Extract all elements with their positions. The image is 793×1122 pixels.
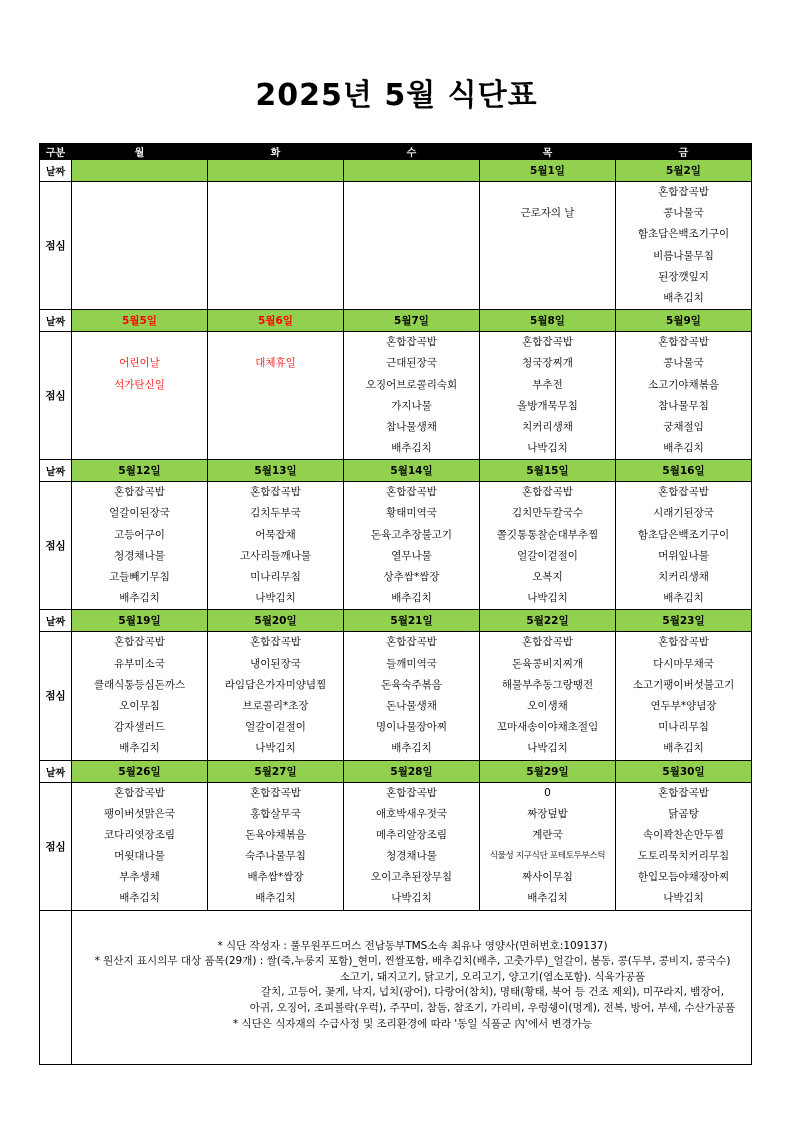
date-cell: 5월1일 [480, 160, 616, 182]
meal-cell [208, 782, 344, 910]
menu-item: 얼갈이겉절이 [245, 721, 306, 734]
header-day: 화 [208, 144, 344, 160]
menu-item: 참나물생채 [386, 420, 437, 433]
menu-item: 나박김치 [255, 592, 296, 605]
menu-item: 클래식통등심돈까스 [93, 678, 186, 691]
note-line: 소고기, 돼지고기, 닭고기, 오리고기, 양고기(염소포함). 식육가공품 [339, 970, 646, 983]
menu-item: 팽이버섯맑은국 [103, 807, 175, 820]
date-cell: 5월13일 [208, 460, 344, 482]
menu-item: 얼갈이겉절이 [517, 549, 578, 562]
meal-cell [480, 632, 616, 760]
menu-item: 혼합잡곡밥 [114, 636, 165, 649]
meal-cell [72, 482, 208, 610]
menu-item: 된장깻잎지 [658, 270, 709, 283]
menu-item: 다시마무채국 [653, 657, 714, 670]
menu-item: 콩나물국 [663, 207, 704, 220]
menu-item: 돈육고추장불고기 [370, 528, 453, 541]
menu-item: 배추김치 [119, 892, 160, 905]
notes-cell [72, 910, 752, 1064]
header-day: 목 [480, 144, 616, 160]
menu-item: 근로자의 날 [520, 207, 575, 220]
meal-cell [616, 632, 752, 760]
menu-item: 나박김치 [663, 892, 704, 905]
menu-item: 소고기팽이버섯불고기 [632, 678, 735, 691]
menu-item: 김치만두칼국수 [511, 507, 583, 520]
menu-item: 배추김치 [391, 442, 432, 455]
date-cell: 5월28일 [344, 760, 480, 782]
menu-item: 청경채나물 [114, 549, 165, 562]
menu-item: 오복지 [532, 571, 563, 583]
menu-item: 배추김치 [391, 742, 432, 755]
meal-row [40, 482, 752, 610]
menu-item: 열무나물 [391, 549, 432, 562]
note-line: 갈치, 고등어, 꽃게, 낙지, 넙치(광어), 다랑어(참치), 명태(황태, 북어 등 건조 제외), 미꾸라지, 뱀장어, [260, 986, 725, 999]
menu-item: 부추전 [532, 378, 563, 391]
menu-item: 부추생채 [119, 871, 160, 884]
date-cell: 5월23일 [616, 610, 752, 632]
meal-cell [616, 332, 752, 460]
date-label: 날짜 [40, 160, 72, 182]
menu-item: 혼합잡곡밥 [522, 636, 573, 649]
menu-item: 석가탄신일 [114, 378, 165, 391]
menu-item: 혼합잡곡밥 [386, 636, 437, 649]
meal-row [40, 332, 752, 460]
date-label: 날짜 [40, 610, 72, 632]
menu-item: 배추김치 [663, 742, 704, 755]
meal-cell [344, 632, 480, 760]
menu-item: 함초담은백조기구이 [637, 528, 730, 541]
menu-item: 혼합잡곡밥 [250, 486, 301, 499]
date-row [40, 310, 752, 332]
menu-item: 나박김치 [527, 442, 568, 455]
notes-label-cell [40, 910, 72, 1064]
menu-item: 배추김치 [663, 442, 704, 455]
meal-cell [208, 482, 344, 610]
date-label: 날짜 [40, 760, 72, 782]
lunch-label: 점심 [40, 332, 72, 460]
meal-cell [480, 332, 616, 460]
menu-item: 미나리무침 [250, 571, 301, 583]
date-row [40, 160, 752, 182]
header-day: 수 [344, 144, 480, 160]
date-row [40, 610, 752, 632]
menu-item: 혼합잡곡밥 [250, 786, 301, 799]
menu-item: 고등어구이 [114, 528, 165, 541]
menu-item: 브로콜리*초장 [242, 699, 309, 712]
menu-item: 어린이날 [119, 357, 160, 370]
date-cell: 5월8일 [480, 310, 616, 332]
menu-item: 함초담은백조기구이 [637, 228, 730, 241]
meal-cell [480, 182, 616, 310]
menu-item: 오이고추된장무침 [370, 871, 453, 884]
menu-item: 올방개묵무침 [517, 399, 578, 412]
menu-item: 들깨미역국 [386, 657, 437, 670]
menu-item: 라임담은가자미양념찜 [224, 678, 327, 691]
meal-cell [480, 482, 616, 610]
lunch-label: 점심 [40, 482, 72, 610]
menu-item: 오징어브로콜리숙회 [365, 378, 458, 391]
menu-item: 돈육야채볶음 [245, 828, 306, 841]
menu-item: 숙주나물무침 [245, 850, 306, 863]
menu-item: 치커리생채 [522, 420, 573, 433]
menu-item: 도토리묵치커리무침 [637, 850, 730, 863]
menu-item: 대체휴일 [255, 357, 296, 370]
menu-item: 혼합잡곡밥 [386, 786, 437, 799]
menu-item: 혼합잡곡밥 [658, 786, 709, 799]
menu-item: 혼합잡곡밥 [522, 336, 573, 349]
date-cell [208, 160, 344, 182]
menu-item: 고들빼기무침 [109, 571, 170, 583]
note-line: * 식단 작성자 : 풀무원푸드머스 전남동부TMS소속 최유나 영양사(면허번호:109137) [217, 939, 608, 952]
menu-item: 짜사이무침 [522, 871, 573, 884]
menu-item: 콩나물국 [663, 357, 704, 370]
date-row [40, 760, 752, 782]
date-cell: 5월6일 [208, 310, 344, 332]
meal-cell [72, 182, 208, 310]
header-day: 월 [72, 144, 208, 160]
menu-item [208, 332, 343, 353]
menu-item: 계란국 [532, 828, 563, 841]
meal-cell [480, 782, 616, 910]
menu-item: 시래기된장국 [653, 507, 714, 520]
meal-cell [208, 182, 344, 310]
menu-item: 황태미역국 [386, 507, 437, 520]
menu-item: 나박김치 [391, 892, 432, 905]
menu-item: 나박김치 [255, 742, 296, 755]
meal-cell [616, 782, 752, 910]
menu-item: 고사리들깨나물 [239, 549, 311, 562]
lunch-label: 점심 [40, 182, 72, 310]
date-cell: 5월15일 [480, 460, 616, 482]
menu-item: 혼합잡곡밥 [386, 336, 437, 349]
menu-item: 속이꽉찬손만두찜 [642, 828, 725, 841]
menu-table [39, 143, 752, 1065]
date-cell: 5월9일 [616, 310, 752, 332]
menu-item: 치커리생채 [658, 571, 709, 583]
menu-item: 배추쌈*쌈장 [247, 871, 304, 884]
date-cell: 5월22일 [480, 610, 616, 632]
menu-item: 청국장찌개 [522, 357, 573, 370]
menu-item: 애호박새우젓국 [375, 807, 447, 820]
menu-item: 식물성 지구식단 포테토두부스틱 [489, 851, 606, 862]
meal-row [40, 632, 752, 760]
meal-cell [344, 482, 480, 610]
lunch-label: 점심 [40, 782, 72, 910]
menu-item: 혼합잡곡밥 [658, 186, 709, 198]
meal-cell [616, 182, 752, 310]
menu-item: 나박김치 [527, 592, 568, 605]
menu-item: 상추쌈*쌈장 [383, 571, 440, 583]
date-cell: 5월20일 [208, 610, 344, 632]
menu-item: 혼합잡곡밥 [658, 636, 709, 649]
menu-item: 한입모듬야채장아찌 [637, 871, 730, 884]
menu-item: 김치두부국 [250, 507, 301, 520]
note-line: * 원산지 표시의무 대상 품목(29개) : 쌀(죽,누룽지 포함)_현미, 찐쌀포함, 배추김치(배추, 고춧가루)_얼갈이, 봄동, 콩(두부, 콩비지, 콩국수) [94, 955, 731, 968]
meal-cell [344, 782, 480, 910]
date-cell: 5월12일 [72, 460, 208, 482]
menu-item: 배추김치 [255, 892, 296, 905]
menu-item: 혼합잡곡밥 [250, 636, 301, 649]
menu-item: 연두부*양념장 [650, 699, 717, 712]
menu-item: 비름나물무침 [653, 249, 714, 262]
menu-item: 오이생채 [527, 699, 568, 712]
date-cell: 5월21일 [344, 610, 480, 632]
notes-row [40, 910, 752, 1064]
menu-item: 돈육콩비지찌개 [511, 657, 583, 670]
menu-item: 닭곰탕 [668, 807, 699, 820]
menu-item: 궁채절임 [663, 420, 704, 433]
menu-item: 미나리무침 [658, 721, 709, 734]
menu-item: 참나물무침 [658, 399, 709, 412]
menu-item: 명이나물장아찌 [375, 721, 447, 734]
date-cell [72, 160, 208, 182]
date-label: 날짜 [40, 460, 72, 482]
menu-item: 어묵잡채 [255, 528, 296, 541]
menu-item: 혼합잡곡밥 [658, 336, 709, 349]
date-cell: 5월27일 [208, 760, 344, 782]
menu-item: 소고기야채볶음 [647, 378, 719, 391]
menu-item: 홍합살무국 [250, 807, 301, 820]
menu-item: 감자샐러드 [114, 721, 165, 734]
menu-item [72, 332, 207, 353]
menu-item: 쫄깃통통찰순대부추찜 [496, 528, 599, 541]
page-title: 2025년 5월 식단표 [255, 78, 538, 113]
menu-item: 머위잎나물 [658, 549, 709, 562]
date-cell: 5월2일 [616, 160, 752, 182]
header-day: 금 [616, 144, 752, 160]
menu-item: 머윗대나물 [114, 850, 165, 863]
menu-item: 메추리알장조림 [375, 828, 447, 841]
menu-item: 가지나물 [391, 399, 432, 412]
note-line: * 식단은 식자재의 수급사정 및 조리환경에 따라 '동일 식품군 內'에서 변경가능 [232, 1017, 593, 1030]
menu-item: 코다리엿장조림 [103, 828, 175, 841]
menu-item: 배추김치 [527, 892, 568, 905]
menu-item: 청경채나물 [386, 850, 437, 863]
note-line: 아귀, 오징어, 조피볼락(우럭), 주꾸미, 참돔, 참조기, 가리비, 우렁쉥이(멍게), 전복, 방어, 부세, 수산가공품 [249, 1002, 736, 1014]
meal-row [40, 782, 752, 910]
menu-item: 오이무침 [119, 699, 160, 712]
menu-item: 돈육숙주볶음 [381, 678, 442, 691]
meal-cell [344, 182, 480, 310]
menu-item: 배추김치 [119, 742, 160, 755]
meal-cell [208, 332, 344, 460]
meal-cell [616, 482, 752, 610]
meal-row [40, 182, 752, 310]
meal-cell [72, 332, 208, 460]
meal-cell [72, 632, 208, 760]
menu-item [480, 182, 615, 203]
header-row [40, 144, 752, 160]
menu-item: 배추김치 [663, 291, 704, 304]
menu-item: 혼합잡곡밥 [522, 486, 573, 499]
date-cell: 5월14일 [344, 460, 480, 482]
date-cell: 5월19일 [72, 610, 208, 632]
menu-item: 0 [544, 786, 551, 799]
menu-item: 혼합잡곡밥 [114, 486, 165, 499]
menu-item: 나박김치 [527, 742, 568, 755]
menu-item: 혼합잡곡밥 [114, 786, 165, 799]
menu-item: 꼬마새송이야채초절임 [496, 721, 599, 734]
menu-item: 혼합잡곡밥 [658, 486, 709, 499]
date-cell: 5월30일 [616, 760, 752, 782]
date-row [40, 460, 752, 482]
meal-cell [344, 332, 480, 460]
menu-item: 냉이된장국 [250, 657, 301, 670]
date-cell: 5월16일 [616, 460, 752, 482]
menu-item: 배추김치 [663, 592, 704, 605]
header-category: 구분 [40, 144, 72, 160]
meal-cell [208, 632, 344, 760]
date-cell [344, 160, 480, 182]
menu-item: 짜장덮밥 [527, 807, 568, 820]
meal-cell [72, 782, 208, 910]
menu-item: 배추김치 [119, 592, 160, 605]
menu-item: 근대된장국 [386, 357, 437, 370]
date-cell: 5월26일 [72, 760, 208, 782]
date-cell: 5월5일 [72, 310, 208, 332]
date-cell: 5월7일 [344, 310, 480, 332]
date-cell: 5월29일 [480, 760, 616, 782]
menu-item: 유부미소국 [114, 657, 165, 670]
menu-item: 해물부추동그랑땡전 [501, 678, 594, 691]
menu-item: 얼갈이된장국 [109, 507, 170, 520]
menu-item: 배추김치 [391, 592, 432, 605]
menu-item: 돈나물생채 [386, 699, 437, 712]
lunch-label: 점심 [40, 632, 72, 760]
date-label: 날짜 [40, 310, 72, 332]
menu-item: 혼합잡곡밥 [386, 486, 437, 499]
